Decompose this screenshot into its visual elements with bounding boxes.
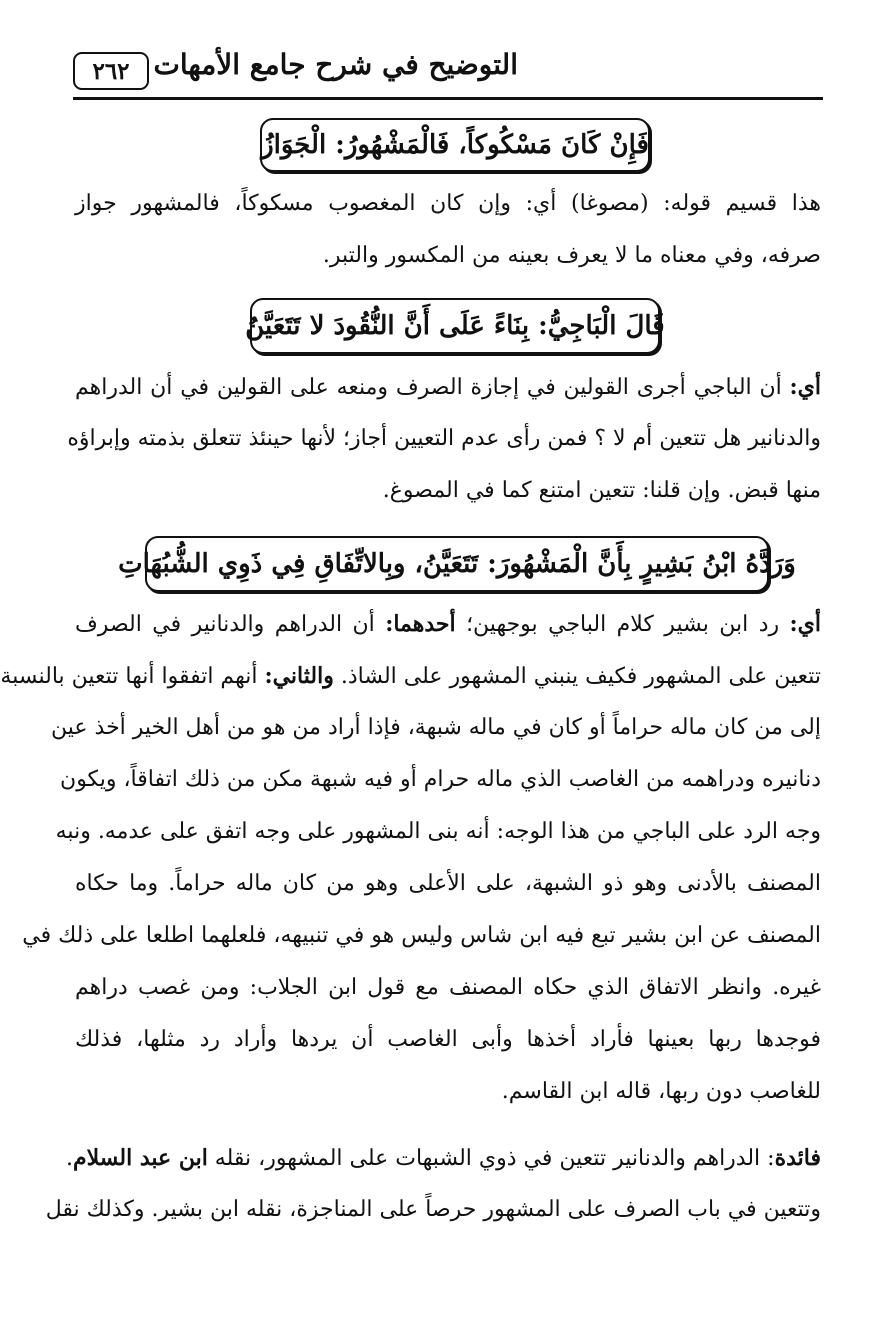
para3-line-7: المصنف عن ابن بشير تبع فيه ابن شاس وليس هو في تنبيهه، فلعلهما اطلعا على ذلك في [22, 923, 821, 948]
para1-line-2: صرفه، وفي معناه ما لا يعرف بعينه من المكسور والتبر. [322, 243, 821, 268]
para3-line-6: المصنف بالأدنى وهو ذو الشبهة، على الأعلى وهو من كان ماله حراماً. وما حكاه [75, 871, 821, 896]
faida-source-name: ابن عبد السلام [73, 1145, 208, 1171]
faida-label: فائدة [774, 1145, 821, 1171]
para1-line-1: هذا قسيم قوله: (مصوغا) أي: وإن كان المغصوب مسكوكاً، فالمشهور جواز [75, 191, 821, 216]
para3-line-10: للغاصب دون ربها، قاله ابن القاسم. [501, 1079, 821, 1104]
para2-lead: أي: [789, 374, 821, 400]
para3-line-4: دنانيره ودراهمه من الغاصب الذي ماله حرام أو فيه شبهة مكن من ذلك اتفاقاً، ويكون [60, 767, 821, 792]
page-number: ٢٦٢ [73, 52, 149, 90]
para3-line-2 [0, 655, 821, 697]
faida-line-1 [66, 1137, 821, 1179]
para2-line-1-text: أن الباجي أجرى القولين في إجازة الصرف ومنعه على القولين في أن الدراهم [75, 375, 790, 400]
para3-line-1-post: أن الدراهم والدنانير في الصرف [75, 612, 386, 637]
para3-line-8: غيره. وانظر الاتفاق الذي حكاه المصنف مع قول ابن الجلاب: ومن غصب دراهم [75, 975, 821, 1000]
faida-text: : الدراهم والدنانير تتعين في ذوي الشبهات على المشهور، نقله [207, 1146, 775, 1171]
para3-line-3: إلى من كان ماله حراماً أو كان في ماله شبهة، فإذا أراد من هو من أهل الخير أخذ عين [51, 715, 821, 740]
faida-line-2: وتتعين في باب الصرف على المشهور حرصاً على المناجزة، نقله ابن بشير. وكذلك نقل [45, 1197, 821, 1222]
matn-heading-3: وَرَدَّهُ ابْنُ بَشِيرٍ بِأَنَّ الْمَشْهُورَ: تَتَعَيَّنُ، وبِالاتِّفَاقِ فِي ذَوِي الشُّبُهَاتِ [145, 536, 769, 592]
first-point-label: أحدهما: [385, 611, 456, 637]
para2-line-1 [75, 366, 821, 408]
para3-line-1-pre: رد ابن بشير كلام الباجي بوجهين؛ [455, 612, 790, 637]
second-point-label: والثاني: [264, 663, 334, 689]
para3-lead: أي: [789, 611, 821, 637]
matn-heading-2: قَالَ الْبَاجِيُّ: بِنَاءً عَلَى أَنَّ النُّقُودَ لا تَتَعَيَّنُ [250, 298, 660, 354]
para2-line-3: منها قبض. وإن قلنا: تتعين امتنع كما في المصوغ. [382, 478, 821, 503]
para3-line-2-pre: تتعين على المشهور فكيف ينبني المشهور على الشاذ. [333, 664, 821, 689]
para3-line-5: وجه الرد على الباجي من هذا الوجه: أنه بنى المشهور على وجه اتفق على عدمه. ونبه [55, 819, 821, 844]
running-title: التوضيح في شرح جامع الأمهات [153, 48, 518, 81]
page-header [73, 42, 823, 100]
para3-line-2-post: أنهم اتفقوا أنها تتعين بالنسبة [0, 664, 265, 689]
para2-line-2: والدنانير هل تتعين أم لا ؟ فمن رأى عدم التعيين أجاز؛ لأنها حينئذ تتعلق بذمته وإبراؤه [67, 426, 821, 451]
header-rule [73, 97, 823, 100]
faida-end: . [66, 1146, 73, 1171]
para3-line-9: فوجدها ربها بعينها فأراد أخذها وأبى الغاصب أن يردها وأراد رد مثلها، فذلك [75, 1027, 821, 1052]
para3-line-1 [75, 603, 821, 645]
matn-heading-1: فَإِنْ كَانَ مَسْكُوكاً، فَالْمَشْهُورُ: الْجَوَازُ [260, 118, 650, 172]
